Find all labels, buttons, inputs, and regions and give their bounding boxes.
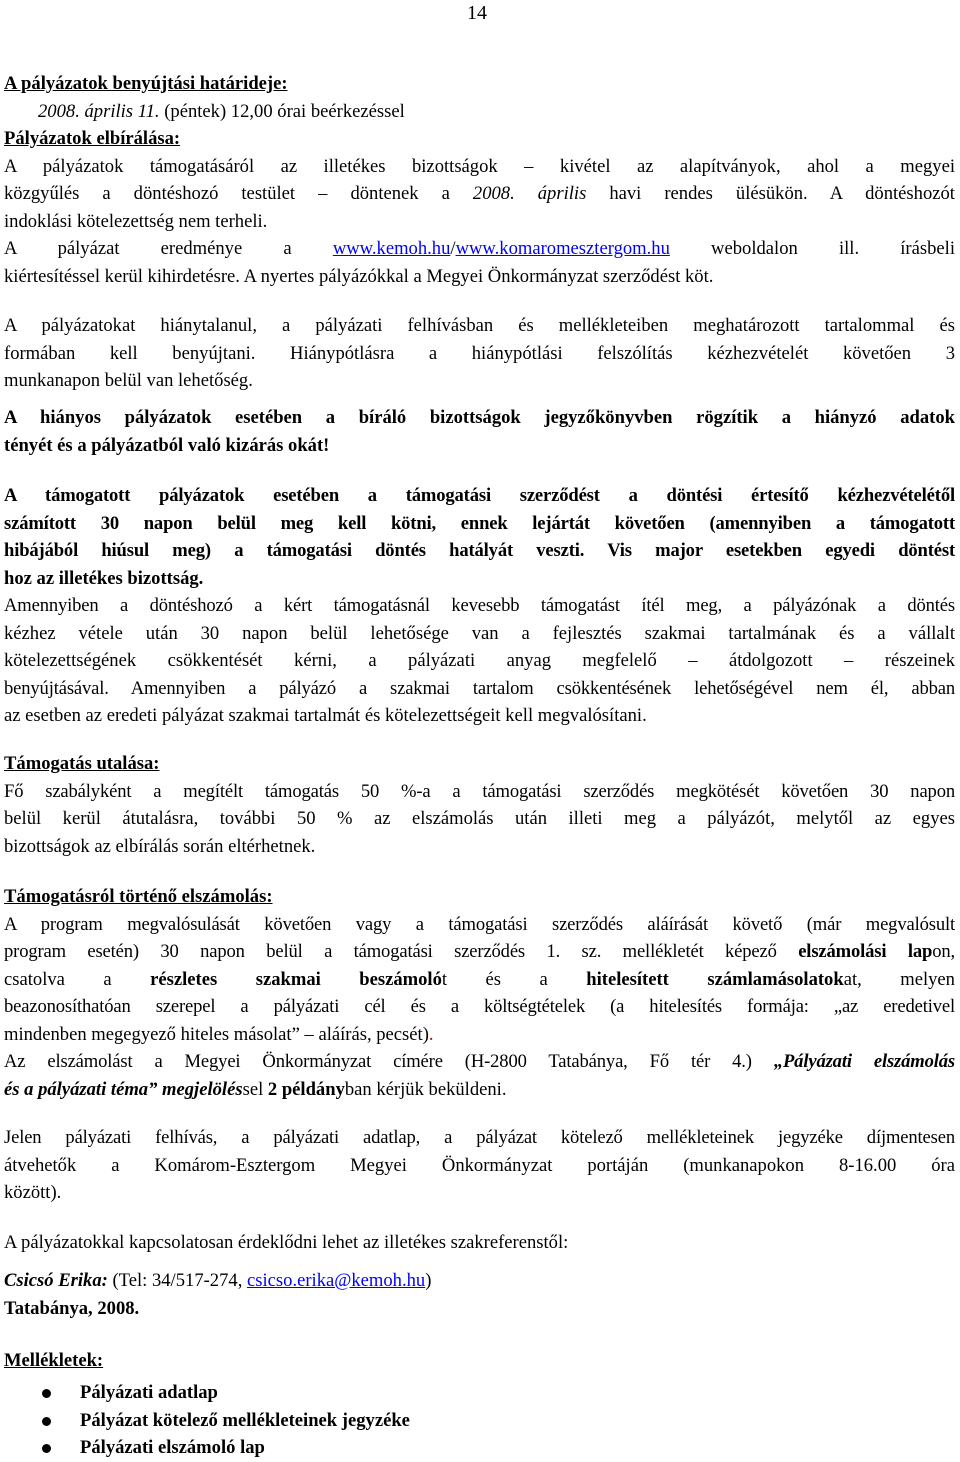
settlement-line-6 (4, 1048, 955, 1076)
contract-line-4: benyújtásával. Amennyiben a pályázó a szakmai tartalom csökkentésének lehetőségével nem él, abban (4, 677, 955, 699)
text-run: t és a (441, 968, 587, 990)
marking-label-cont: és a pályázati téma” megjelölés (4, 1078, 243, 1100)
text-run: ban kérjük beküldeni. (344, 1078, 507, 1100)
settlement-line-2 (4, 938, 955, 966)
attachment-label: Pályázat kötelező mellékleteinek jegyzéke (80, 1409, 410, 1431)
invoice-copies-term: hitelesített számlamásolatok (586, 968, 844, 990)
contact-line (4, 1267, 955, 1295)
transfer-line-1: Fő szabályként a megítélt támogatás 50 %-a a támogatási szerződés megkötését követően 30 napon (4, 780, 955, 802)
attachments-heading: Mellékletek: (4, 1350, 104, 1371)
attachment-label: Pályázati elszámoló lap (80, 1437, 265, 1458)
copies-count: 2 példány (267, 1078, 345, 1100)
deadline-time: (péntek) 12,00 órai beérkezéssel (159, 100, 405, 122)
deadline-date: 2008. április 11. (38, 100, 160, 122)
transfer-heading: Támogatás utalása: (4, 753, 160, 774)
text-run: weboldalon ill. írásbeli (669, 238, 955, 259)
text-run: A pályázat eredménye a (4, 238, 333, 259)
settlement-line-3 (4, 966, 955, 994)
text-run: havi rendes ülésükön. A döntéshozót (586, 183, 955, 204)
bullet-icon (42, 1444, 51, 1453)
deficiency-bold-line-1: A hiányos pályázatok esetében a bíráló bizottságok jegyzőkönyvben rögzítik a hiányzó adatok (4, 407, 955, 428)
deficiency-bold-line-2: tényét és a pályázatból való kizárás okát! (4, 434, 330, 456)
deficiency-line-1: A pályázatokat hiánytalanul, a pályázati felhívásban és mellékleteiben meghatározott tartalommal és (4, 315, 955, 336)
contact-name: Csicsó Erika: (4, 1270, 108, 1291)
bullet-icon (42, 1389, 51, 1398)
meeting-date: 2008. április (472, 183, 587, 204)
deadline-line (4, 98, 955, 126)
evaluation-line-1: A pályázatok támogatásáról az illetékes bizottságok – kivétel az alapítványok, ahol a megyei (4, 155, 955, 177)
deadline-heading: A pályázatok benyújtási határideje: (4, 73, 288, 94)
marking-label: „Pályázati elszámolás (773, 1051, 955, 1072)
text-run: csatolva a (4, 968, 151, 990)
text-run: közgyűlés a döntéshozó testület – döntenek a (4, 183, 473, 204)
contract-bold-line-1: A támogatott pályázatok esetében a támogatási szerződést a döntési értesítő kézhezvételétől (4, 485, 955, 506)
evaluation-line-5: kiértesítéssel kerül kihirdetésre. A nyertes pályázókkal a Megyei Önkormányzat szerződést köt. (4, 265, 714, 287)
evaluation-heading: Pályázatok elbírálása: (4, 128, 181, 149)
contract-bold-line-4: hoz az illetékes bizottság. (4, 567, 204, 589)
contact-phone: (Tel: 34/517-274, (107, 1270, 247, 1291)
availability-line-2: átvehetők a Komárom-Esztergom Megyei Önkormányzat portáján (munkanapokon 8-16.00 óra (4, 1154, 955, 1176)
list-item (4, 1379, 410, 1407)
contract-line-5: az esetben az eredeti pályázat szakmai tartalmát és kötelezettségeit kell megvalósítani. (4, 705, 647, 726)
settlement-heading: Támogatásról történő elszámolás: (4, 886, 273, 907)
settlement-line-1: A program megvalósulását követően vagy a támogatási szerződés aláírását követő (már megvalósult (4, 913, 955, 935)
settlement-sheet-term: elszámolási lap (798, 941, 933, 962)
evaluation-line-4 (4, 235, 955, 263)
list-item (4, 1434, 410, 1462)
text-run: / (450, 238, 456, 259)
deficiency-line-2: formában kell benyújtani. Hiánypótlásra a hiánypótlási felszólítás kézhezvételét követően 3 (4, 342, 955, 364)
contract-bold-line-3: hibájából hiúsul meg) a támogatási döntés hatályát veszti. Vis major esetekben egyedi döntést (4, 540, 955, 561)
contract-bold-line-2: számított 30 napon belül meg kell kötni, ennek lejártát követően (amennyiben a támogatott (4, 512, 955, 534)
contact-intro: A pályázatokkal kapcsolatosan érdeklődni lehet az illetékes szakreferenstől: (4, 1232, 569, 1253)
bullet-icon (42, 1417, 51, 1426)
contract-line-2: kézhez vétele után 30 napon belül lehetősége van a fejlesztés szakmai tartalmának és a vállalt (4, 622, 955, 644)
settlement-line-4: beazonosíthatóan szerepel a pályázati cél és a költségtételek (a hitelesítés formája: „az eredetivel (4, 996, 955, 1017)
contract-line-3: kötelezettségének csökkentését kérni, a pályázati anyag megfelelő – átdolgozott – részeinek (4, 650, 955, 671)
transfer-line-3: bizottságok az elbírálás során eltérhetnek. (4, 835, 316, 857)
contract-line-1: Amennyiben a döntéshozó a kért támogatásnál kevesebb támogatást ítél meg, a pályázónak a döntés (4, 595, 955, 616)
contact-email-link[interactable]: csicso.erika@kemoh.hu (247, 1270, 426, 1291)
deficiency-line-3: munkanapon belül van lehetőség. (4, 370, 253, 391)
evaluation-line-2 (4, 180, 955, 208)
settlement-line-5 (4, 1021, 955, 1049)
list-item (4, 1407, 410, 1435)
availability-line-1: Jelen pályázati felhívás, a pályázati adatlap, a pályázat kötelező mellékleteinek jegyzéke díjmentesen (4, 1127, 955, 1148)
settlement-line-7 (4, 1076, 955, 1104)
attachments-list (4, 1379, 410, 1462)
text-run: mindenben megegyező hiteles másolat” – aláírás, pecsét) (4, 1023, 429, 1045)
availability-line-3: között). (4, 1182, 62, 1203)
red-period: . (428, 1023, 434, 1045)
text-run: program esetén) 30 napon belül a támogatási szerződés 1. sz. mellékletét képező (4, 941, 799, 962)
text-run: at, melyen (843, 968, 955, 990)
place-date: Tatabánya, 2008. (4, 1297, 140, 1319)
page-number: 14 (467, 2, 487, 24)
kemoh-link[interactable]: www.kemoh.hu (332, 238, 451, 259)
evaluation-line-3: indoklási kötelezettség nem terheli. (4, 210, 268, 232)
text-run: sel (242, 1078, 268, 1100)
attachment-label: Pályázati adatlap (80, 1382, 218, 1403)
text-run: Az elszámolást a Megyei Önkormányzat címére (H-2800 Tatabánya, Fő tér 4.) (4, 1051, 774, 1072)
professional-report-term: részletes szakmai beszámoló (150, 968, 442, 990)
transfer-line-2: belül kerül átutalásra, további 50 % az elszámolás után illeti meg a pályázót, melytől az egyes (4, 808, 955, 829)
text-run: on, (932, 941, 955, 962)
text-run: ) (425, 1270, 432, 1291)
komaromesztergom-link[interactable]: www.komaromesztergom.hu (455, 238, 670, 259)
